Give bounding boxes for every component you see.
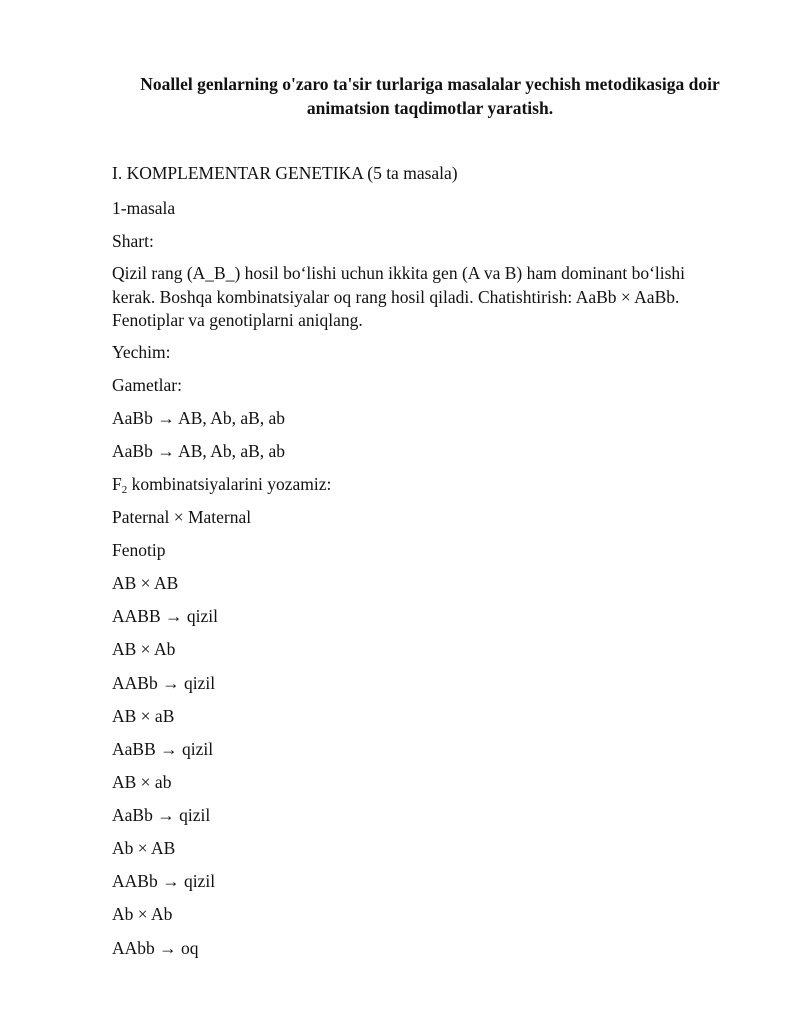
result-3: AaBB → qizil — [112, 739, 214, 759]
f2-text: kombinatsiyalarini yozamiz: — [127, 474, 332, 494]
cross-4: AB × ab — [112, 772, 172, 792]
solution-label: Yechim: — [112, 342, 171, 362]
f2-line — [112, 472, 732, 496]
cross-header: Paternal × Maternal — [112, 507, 252, 527]
phenotype-header: Fenotip — [112, 540, 166, 560]
condition-label: Shart: — [112, 231, 154, 251]
gamete-line-1: AaBb → AB, Ab, aB, ab — [112, 408, 286, 428]
problem-number: 1-masala — [112, 198, 176, 218]
document-title — [100, 72, 760, 120]
result-1: AABB → qizil — [112, 606, 218, 626]
cross-5: Ab × AB — [112, 838, 176, 858]
result-4: AaBb → qizil — [112, 805, 211, 825]
condition-line-1: Qizil rang (A_B_) hosil bo‘lishi uchun ikkita gen (A va B) ham dominant bo‘lishi — [112, 263, 686, 283]
result-5: AABb → qizil — [112, 871, 216, 891]
result-6: AAbb → oq — [112, 938, 199, 958]
cross-6: Ab × Ab — [112, 904, 173, 924]
result-2: AABb → qizil — [112, 673, 216, 693]
gamete-line-2: AaBb → AB, Ab, aB, ab — [112, 441, 286, 461]
f2-subscript: 2 — [121, 484, 128, 496]
cross-2: AB × Ab — [112, 639, 176, 659]
title-line-2: animatsion taqdimotlar yaratish. — [306, 98, 554, 118]
condition-line-2: kerak. Boshqa kombinatsiyalar oq rang hosil qiladi. Chatishtirish: AaBb × AaBb. — [112, 286, 680, 307]
condition-line-3: Fenotiplar va genotiplarni aniqlang. — [112, 310, 363, 330]
title-line-1: Noallel genlarning o'zaro ta'sir turlariga masalalar yechish metodikasiga doir — [140, 74, 720, 94]
cross-1: AB × AB — [112, 573, 179, 593]
f2-letter: F — [112, 474, 122, 494]
cross-3: AB × aB — [112, 706, 175, 726]
section-heading: I. KOMPLEMENTAR GENETIKA (5 ta masala) — [112, 163, 458, 183]
gametes-label: Gametlar: — [112, 375, 182, 395]
condition-paragraph — [112, 262, 732, 333]
